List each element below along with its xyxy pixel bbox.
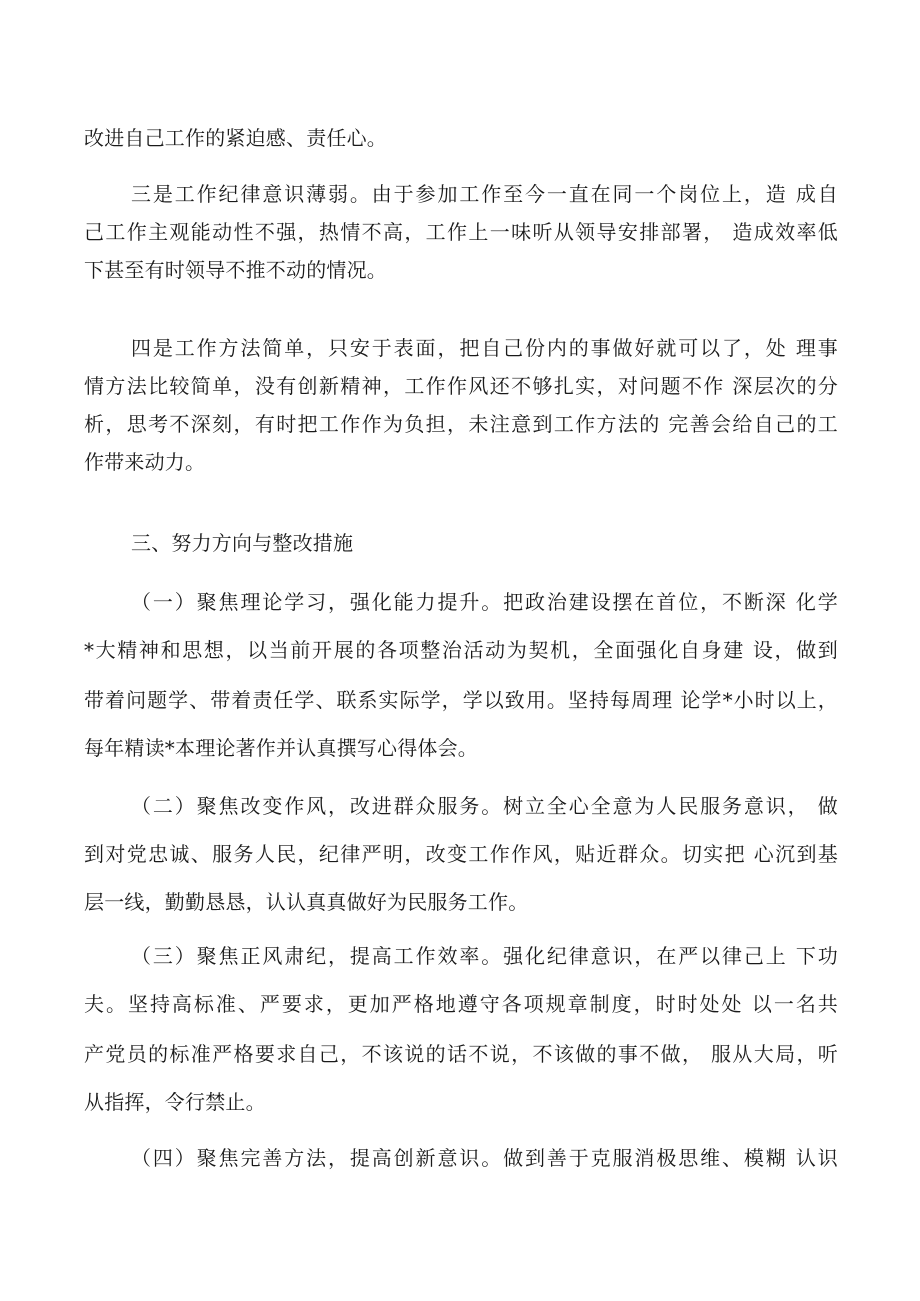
text-line: *大精神和思想，以当前开展的各项整治活动为契机，全面强化自身建 设，做到 [84,638,838,662]
text-line: 析，思考不深刻，有时把工作作为负担，未注意到工作方法的 完善会给自己的工 [84,412,838,436]
text-line: 下甚至有时领导不推不动的情况。 [84,258,387,282]
text-line: （一）聚焦理论学习，强化能力提升。把政治建设摆在首位，不断深 化学 [131,590,838,614]
text-line: 层一线，勤勤恳恳，认认真真做好为民服务工作。 [84,890,529,914]
text-line: 四是工作方法简单，只安于表面，把自己份内的事做好就可以了，处 理事 [131,336,838,360]
text-line: 每年精读*本理论著作并认真撰写心得体会。 [84,736,478,760]
text-line: 情方法比较简单，没有创新精神，工作作风还不够扎实，对问题不作 深层次的分 [84,374,838,398]
text-line: 从指挥，令行禁止。 [84,1090,266,1114]
section-heading: 三、努力方向与整改措施 [131,531,354,555]
text-line: 三是工作纪律意识薄弱。由于参加工作至今一直在同一个岗位上，造 成自 [131,182,838,206]
text-line: 到对党忠诚、服务人民，纪律严明，改变工作作风，贴近群众。切实把 心沉到基 [84,842,838,866]
text-line: 带着问题学、带着责任学、联系实际学，学以致用。坚持每周理 论学*小时以上， [84,688,838,712]
text-line: 作带来动力。 [84,450,206,474]
text-line: 产党员的标准严格要求自己，不该说的话不说，不该做的事不做， 服从大局，听 [84,1042,838,1066]
text-line: （二）聚焦改变作风，改进群众服务。树立全心全意为人民服务意识， 做 [131,794,838,818]
text-line: （三）聚焦正风肃纪，提高工作效率。强化纪律意识，在严以律己上 下功 [131,944,838,968]
text-line: 改进自己工作的紧迫感、责任心。 [84,126,387,150]
text-line: 己工作主观能动性不强，热情不高，工作上一味听从领导安排部署， 造成效率低 [84,220,838,244]
text-line: （四）聚焦完善方法，提高创新意识。做到善于克服消极思维、模糊 认识 [131,1146,838,1170]
text-line: 夫。坚持高标准、严要求，更加严格地遵守各项规章制度，时时处处 以一名共 [84,992,838,1016]
